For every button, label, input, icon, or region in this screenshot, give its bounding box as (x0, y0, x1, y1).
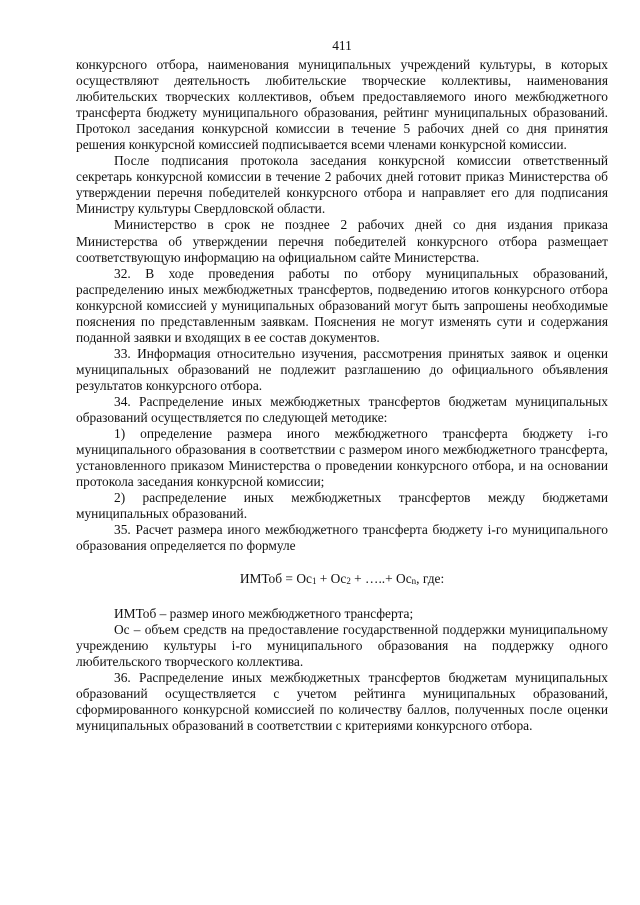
paragraph-ministry-publication: Министерство в срок не позднее 2 рабочих дней со дня издания приказа Министерства об утверждении перечня победителей конкурсного отбора размещает соответствующую информацию на официальном сайте Министерства. (76, 217, 608, 265)
formula-sub-n: n (411, 576, 417, 587)
page-number: 411 (332, 38, 352, 53)
formula-term-n: + …..+ Ос (350, 571, 412, 587)
paragraph-definition-imtob: ИМТоб – размер иного межбюджетного трансферта; (114, 605, 414, 621)
paragraph-item-35: 35. Расчет размера иного межбюджетного трансферта бюджету i-го муниципального образования определяется по формуле (76, 522, 608, 554)
formula-term-2: + Ос (316, 571, 347, 587)
paragraph-item-34: 34. Распределение иных межбюджетных трансфертов бюджетам муниципальных образований осуществляется по следующей методике: (76, 393, 608, 426)
formula-tail: , где: (416, 571, 445, 587)
paragraph-definition-os: Ос – объем средств на предоставление государственной поддержки муниципальному учреждению культуры i-го муниципального образования на поддержку одного любительского творческого коллектива. (76, 621, 608, 669)
paragraph-continuation: конкурсного отбора, наименования муниципальных учреждений культуры, в которых осуществляют деятельность любительские творческие коллективы, наименования любительских творческих коллективов, объем предоставляемого иного межбюджетного трансферта бюджету муниципального образования, рейтинг муниципальных образований. Протокол заседания конкурсной комиссии в течение 5 рабочих дней со дня принятия решения конкурсной комиссией подписывается всеми членами конкурсной комиссии. (76, 57, 608, 153)
paragraph-secretary: После подписания протокола заседания конкурсной комиссии ответственный секретарь конкурсной комиссии в течение 2 рабочих дней готовит приказ Министерства об утверждении перечня победителей конкурсного отбора и направляет его для подписания Министру культуры Свердловской области. (76, 153, 608, 217)
paragraph-subitem-2: 2) распределение иных межбюджетных трансфертов между бюджетами муниципальных образований. (76, 490, 608, 522)
paragraph-item-32: 32. В ходе проведения работы по отбору муниципальных образований, распределению иных межбюджетных трансфертов, подведению итогов конкурсного отбора конкурсной комиссией у муниципальных образований могут быть запрошены необходимые пояснения по представленным заявкам. Пояснения не могут изменять сути и содержания поданной заявки и входящих в ее состав документов. (76, 265, 608, 345)
paragraph-subitem-1: 1) определение размера иного межбюджетного трансферта бюджету i-го муниципального образования в соответствии с размером иного межбюджетного трансферта, установленного приказом Министерства о проведении конкурсного отбора, и на основании протокола заседания конкурсной комиссии; (76, 426, 608, 490)
paragraph-item-33: 33. Информация относительно изучения, рассмотрения принятых заявок и оценки муниципальных образований не подлежит разглашению до официального объявления результатов конкурсного отбора. (76, 345, 608, 393)
paragraph-item-36: 36. Распределение иных межбюджетных трансфертов бюджетам муниципальных образований осуществляется с учетом рейтинга муниципальных образований, сформированного конкурсной комиссией по количеству баллов, полученных после оценки муниципальных образований в соответствии с критериями конкурсного отбора. (76, 669, 608, 733)
formula (76, 571, 608, 587)
formula-sub-2: 2 (346, 576, 351, 587)
document-page (76, 38, 608, 734)
formula-lhs: ИМТоб = Ос (239, 571, 312, 587)
formula-sub-1: 1 (311, 576, 317, 587)
